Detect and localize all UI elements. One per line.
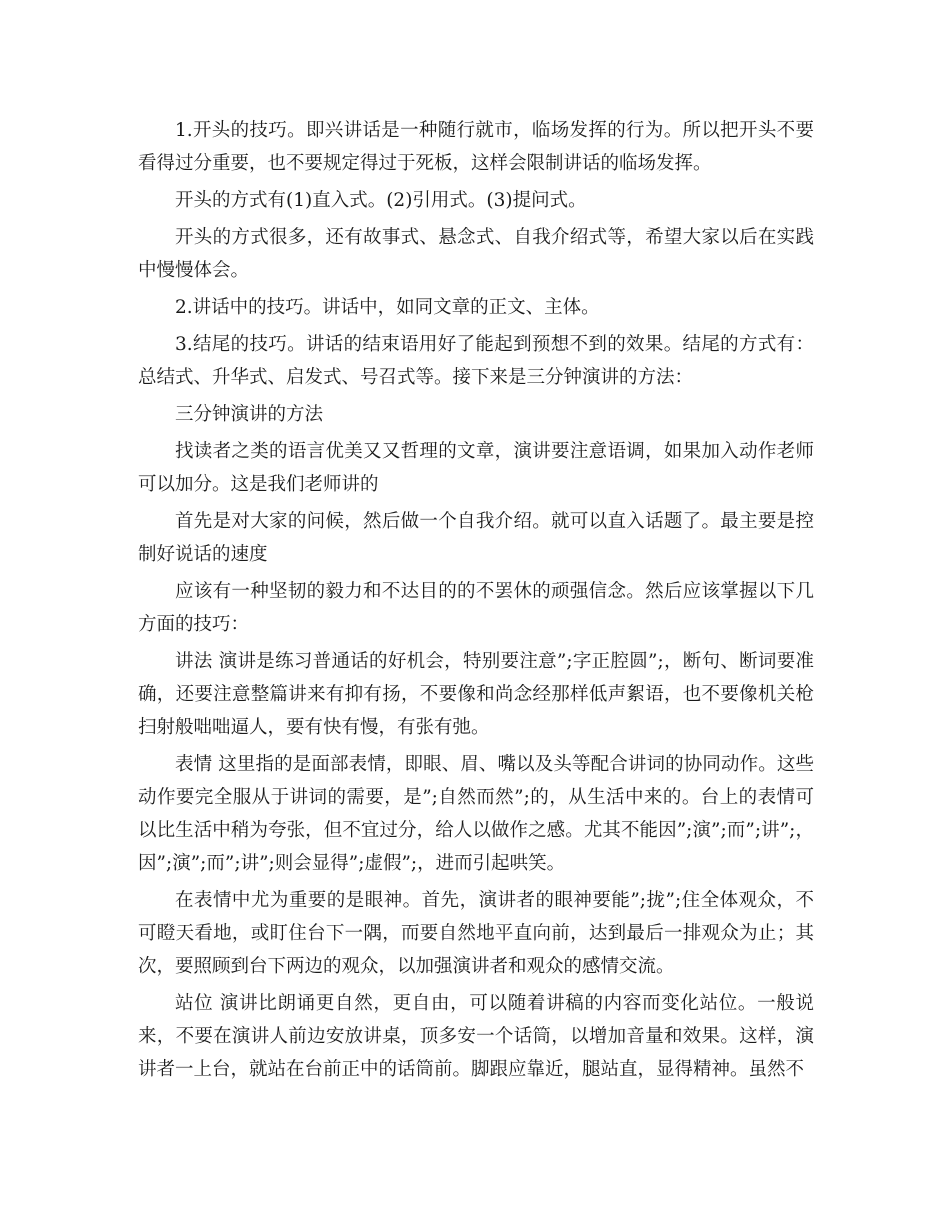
- paragraph-determination: 应该有一种坚韧的毅力和不达目的的不罢休的顽强信念。然后应该掌握以下几方面的技巧：: [138, 581, 814, 635]
- paragraph-choose-article: 找读者之类的语言优美又又哲理的文章，演讲要注意语调，如果加入动作老师可以加分。这是我们老师讲的: [138, 441, 814, 495]
- paragraph-eye-contact: 在表情中尤为重要的是眼神。首先，演讲者的眼神要能”;拢”;住全体观众，不可瞪天看地，或盯住台下一隅，而要自然地平直向前，达到最后一排观众为止；其次，要照顾到台下两边的观众，以加强演讲者和观众的感情交流。: [138, 890, 814, 977]
- paragraph-greeting: 首先是对大家的问候，然后做一个自我介绍。就可以直入话题了。最主要是控制好说话的速度: [138, 511, 814, 565]
- paragraph-opening-methods: 开头的方式有(1)直入式。(2)引用式。(3)提问式。: [175, 190, 587, 211]
- paragraph-opening-technique: 1.开头的技巧。即兴讲话是一种随行就市，临场发挥的行为。所以把开头不要看得过分重要，也不要规定得过于死板，这样会限制讲话的临场发挥。: [138, 120, 814, 174]
- paragraph-speaking-method: 讲法 演讲是练习普通话的好机会，特别要注意”;字正腔圆”;，断句、断词要准确，还要注意整篇讲来有抑有扬，不要像和尚念经那样低声絮语，也不要像机关枪扫射般咄咄逼人，要有快有慢，有张有弛。: [138, 651, 814, 738]
- paragraph-expression: 表情 这里指的是面部表情，即眼、眉、嘴以及头等配合讲词的协同动作。这些动作要完全服从于讲词的需要，是”;自然而然”;的，从生活中来的。台上的表情可以比生活中稍为夸张，但不宜过分，给人以做作之感。尤其不能因”;演”;而”;讲”;，因”;演”;而”;讲”;则会显得”;虚假”;，进而引起哄笑。: [138, 754, 814, 874]
- paragraph-stance: 站位 演讲比朗诵更自然，更自由，可以随着讲稿的内容而变化站位。一般说来，不要在演讲人前边安放讲桌，顶多安一个话筒，以增加音量和效果。这样，演讲者一上台，就站在台前正中的话筒前。脚跟应靠近，腿站直，显得精神。虽然不: [138, 993, 814, 1080]
- paragraph-ending-technique: 3.结尾的技巧。讲话的结束语用好了能起到预想不到的效果。结尾的方式有：总结式、升华式、启发式、号召式等。接下来是三分钟演讲的方法：: [138, 334, 814, 388]
- paragraph-three-minute-heading: 三分钟演讲的方法: [175, 404, 324, 425]
- paragraph-more-opening-methods: 开头的方式很多，还有故事式、悬念式、自我介绍式等，希望大家以后在实践中慢慢体会。: [138, 227, 814, 281]
- paragraph-middle-technique: 2.讲话中的技巧。讲话中，如同文章的正文、主体。: [175, 297, 600, 318]
- document-body: [138, 114, 814, 1090]
